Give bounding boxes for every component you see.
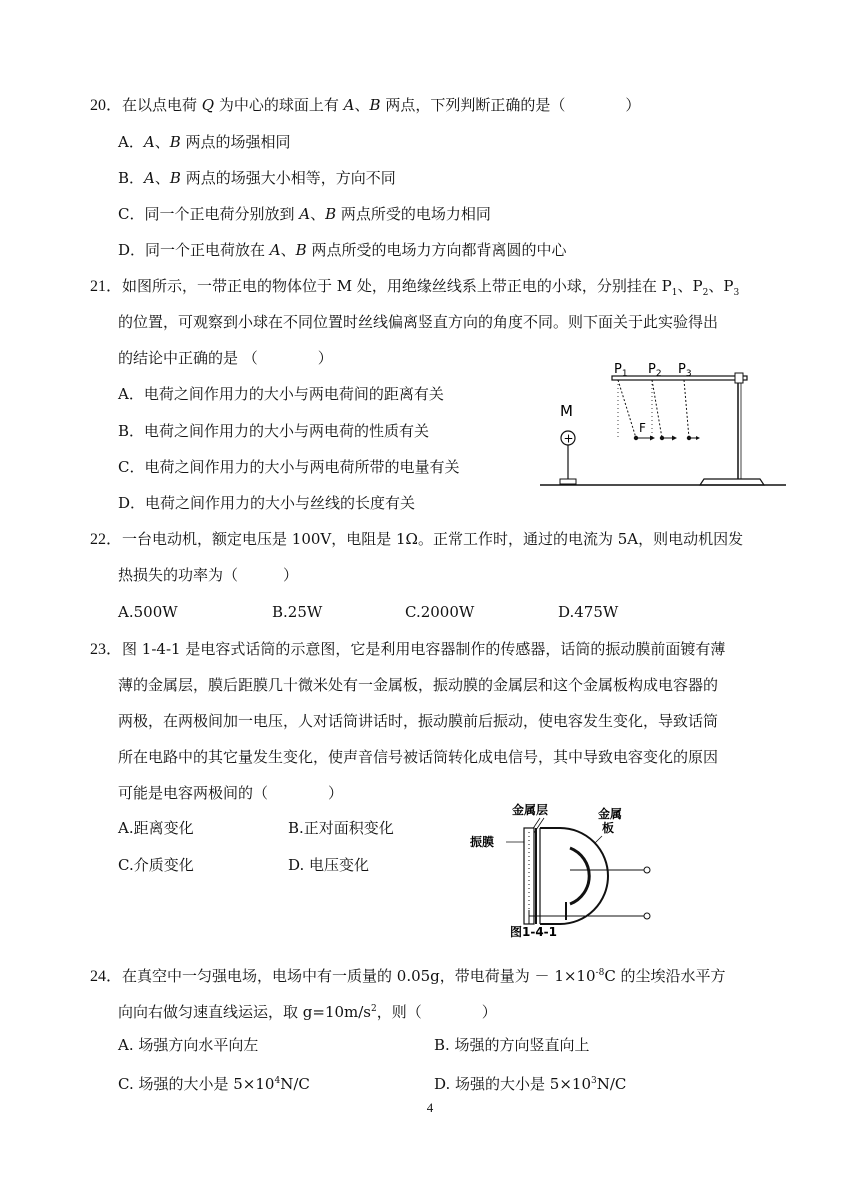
q23-stem-line3: 两极，在两极间加一电压，人对话筒讲话时，振动膜前后振动，使电容发生变化，导致话筒 bbox=[118, 712, 719, 730]
q22-stem-line1: 22．一台电动机，额定电压是 100V，电阻是 1Ω。正常工作时，通过的电流为 5A，则电动机因发 bbox=[90, 530, 744, 548]
terminal-2 bbox=[644, 913, 650, 919]
q23-stem-line1: 23．图 1-4-1 是电容式话筒的示意图，它是利用电容器制作的传感器，话筒的振动膜前面镀有薄 bbox=[90, 640, 726, 658]
q21-option-c: C．电荷之间作用力的大小与两电荷所带的电量有关 bbox=[118, 458, 460, 476]
q20-option-d: D．同一个正电荷放在 A、B 两点所受的电场力方向都背离圆的中心 bbox=[118, 241, 567, 259]
q23-stem-line5: 可能是电容两极间的（ ） bbox=[118, 784, 344, 802]
m-label: M bbox=[560, 402, 573, 420]
page-number: 4 bbox=[426, 1100, 434, 1115]
p3-label: $P_3$ bbox=[678, 362, 692, 379]
q20-option-b: B．A、B 两点的场强大小相等，方向不同 bbox=[118, 169, 396, 187]
q24-option-b: B. 场强的方向竖直向上 bbox=[434, 1036, 590, 1054]
q23-option-c: C.介质变化 bbox=[118, 856, 194, 874]
q21-stem-line1: 21．如图所示，一带正电的物体位于 M 处，用绝缘丝线系上带正电的小球，分别挂在 $P_1$、$P_2$、$P_3$ bbox=[90, 277, 740, 298]
p2-label: $P_2$ bbox=[648, 362, 662, 379]
q20-option-a: A．A、B 两点的场强相同 bbox=[118, 133, 291, 151]
q24-stem-line1: 24．在真空中一匀强电场，电场中有一质量的 0.05g，带电荷量为 － $1\times 10^{-8}C$ 的尘埃沿水平方 bbox=[90, 967, 726, 985]
q22-option-d: D.475W bbox=[558, 603, 619, 621]
q22-stem-line2: 热损失的功率为（ ） bbox=[118, 566, 299, 584]
svg-text:+: + bbox=[563, 431, 574, 446]
figure-caption: 图1-4-1 bbox=[510, 925, 558, 938]
q24-option-c: C. 场强的大小是 $5\times 10^4N/C$ bbox=[118, 1075, 310, 1093]
q24-option-d: D. 场强的大小是 $5\times 10^3N/C$ bbox=[434, 1075, 627, 1093]
p1-label: $P_1$ bbox=[614, 362, 628, 379]
metal-plate-label-2: 板 bbox=[602, 821, 615, 835]
q21-figure bbox=[538, 358, 788, 490]
q21-stem-line3: 的结论中正确的是 （ ） bbox=[118, 349, 333, 367]
membrane-label: 振膜 bbox=[470, 835, 495, 849]
q21-option-b: B．电荷之间作用力的大小与两电荷的性质有关 bbox=[118, 422, 430, 440]
metal-plate-label-1: 金属 bbox=[598, 807, 623, 821]
metal-layer-label: 金属层 bbox=[512, 803, 549, 817]
q23-stem-line2: 薄的金属层，膜后距膜几十微米处有一金属板，振动膜的金属层和这个金属板构成电容器的 bbox=[118, 676, 719, 694]
q24-option-a: A. 场强方向水平向左 bbox=[118, 1036, 259, 1054]
q22-option-a: A.500W bbox=[118, 603, 178, 621]
terminal-1 bbox=[644, 867, 650, 873]
q21-stem-line2: 的位置，可观察到小球在不同位置时丝线偏离竖直方向的角度不同。则下面关于此实验得出 bbox=[118, 313, 719, 331]
q22-option-b: B.25W bbox=[272, 603, 323, 621]
q23-option-b: B.正对面积变化 bbox=[288, 819, 394, 837]
force-label: F bbox=[639, 421, 646, 435]
q23-stem-line4: 所在电路中的其它量发生变化，使声音信号被话筒转化成电信号，其中导致电容变化的原因 bbox=[118, 748, 719, 766]
q21-option-a: A．电荷之间作用力的大小与两电荷间的距离有关 bbox=[118, 385, 444, 403]
q20-stem: 20．在以点电荷 Q 为中心的球面上有 A、B 两点，下列判断正确的是（ ） bbox=[90, 96, 641, 114]
q23-option-d: D. 电压变化 bbox=[288, 856, 370, 874]
q20-option-c: C．同一个正电荷分别放到 A、B 两点所受的电场力相同 bbox=[118, 205, 491, 223]
q21-option-d: D．电荷之间作用力的大小与丝线的长度有关 bbox=[118, 494, 416, 512]
q23-option-a: A.距离变化 bbox=[118, 819, 194, 837]
q24-stem-line2: 向向右做匀速直线运运，取 $g=10m/s^2$，则（ ） bbox=[118, 1003, 497, 1021]
q23-figure bbox=[468, 798, 668, 938]
q22-option-c: C.2000W bbox=[405, 603, 475, 621]
